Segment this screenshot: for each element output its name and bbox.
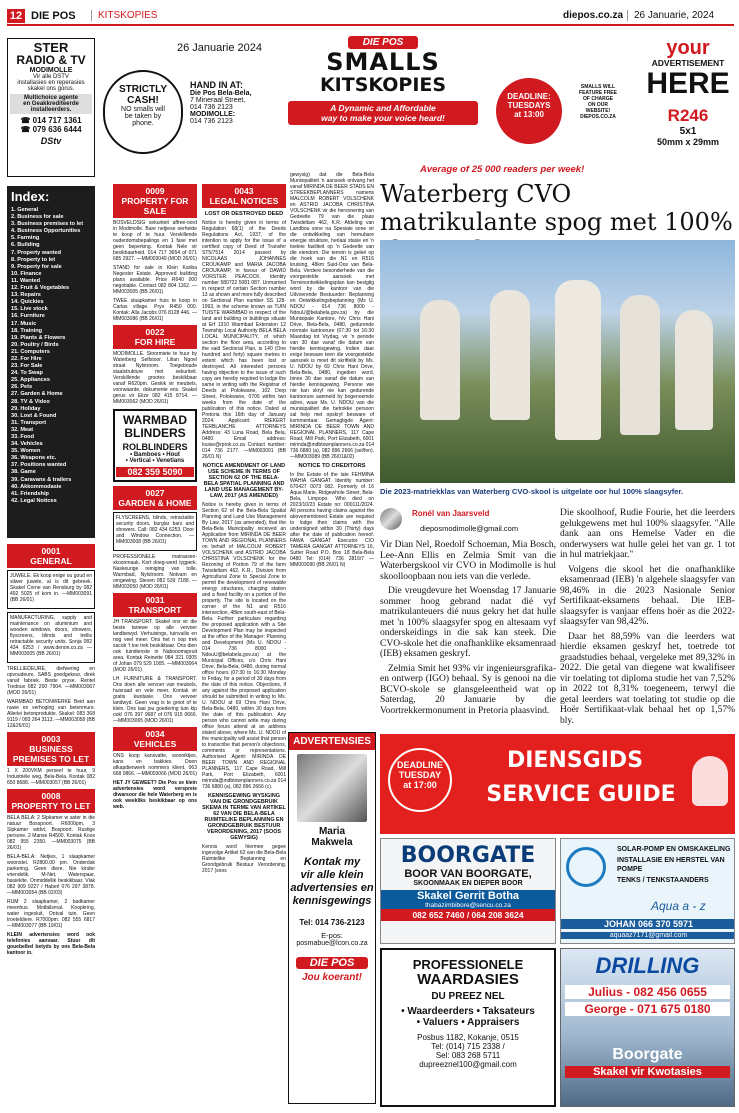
photo-caption: Die 2023-matriekklas van Waterberg CVO-skool is uitgelate oor hul 100% slaagsyfer. xyxy=(380,487,684,496)
advertensies-contact-box: ADVERTENSIES Maria Makwela Kontak my vir alle klein advertensies en kennisgewings Tel: 014 736-2123 E-pos: posmabue@lcon.co.za DIE POS Jou koerant! xyxy=(288,732,376,1104)
legal-col-1 xyxy=(202,182,286,1107)
index-item: 28. TV & Video xyxy=(11,398,50,405)
heading-garden-home: 0027 GARDEN & HOME xyxy=(113,486,197,510)
ad-manufacturing: MANUFACTURING, supply and maintenance on aluminium and wooden windows, doors, showers, flyscreens, blinds and trellis retractable security units. Sonja 082 434 6253 / www.denon.co.za —MM003005 (BB 26/01) xyxy=(10,615,92,657)
service-guide-title: SERVICE GUIDE xyxy=(486,782,676,807)
die-pos-logo: DIE POS xyxy=(348,36,418,49)
hand-in-box: HAND IN AT: Die Pos Bela-Bela, 7 Mineraal Street, 014 736 2123 MODIMOLLE: 014 736 2123 xyxy=(190,80,252,125)
site-url: diepos.co.za xyxy=(563,10,624,21)
kennisgewing-cont: gewysig) dat die Bela-Bela Munisipaliteit 'n aansoek ontvang het vanaf MIRINDA DE BEER STADS EN STREEKBEPLANNERS namens MALCOLM ROBERT VOLSCHENK en ASTRID JACOBA CHRISTINA VOLSCHENK vir die hersonering van Gedeelte 79 van die plaas Twisdeltam 462, K.R. Afdeling van Landbou sone na Spesiale sone vir die ontwikkeling van hernubare energie strukture, herlaai stasie en 'n toeleie fasiliteit op 'n Gedeelte van die eiendom. Die terrein is geleë op die hoek van die N1 en R516 kruising, 48km Suid-Oos van Bela-Bela. Verdere besonderhede van die voorgestelde aansoek met Terreinontwikkelingsplan kan besigtig word by die kantoor van die Uitvoerende Bestuurder: Beplanning en Ontwikkelingsbeplanning (Ms U. NDOU - 014 736 8000 - NdouU@belabela.gov.za) by die Munisipale Kantore, h/v Chris Hani Drive, Bela-Bela, 0480, gedurende normale kantoorure (07:30 tot 16:30 Maandag tot Vrydag, vir 'n periode van 30 dae vanaf die datum van hierdie kennisgewing. Indien daar enige besware teen die voorgestelde aansoek is moet dit skriftelik by Ms. U. NDOU by 69 Chris Hani Drive, Bela-Bela, 0480, ingedien word, binne 30 dae vanaf die datum van hierdie kennisgewing. Persone wie nie kan skryf nie kan gedurende kantoorure aanmeld by bogenoemde adres, waar Ms. U. NDOU van die munisipaliteit die betrokke persoon sal help met opskryf besware of kommentaar. Gemagtigde Agent: MIRINDA DE BEER TOWN AND REGIONAL PLANNERS, 117 Cape Road, Mill Park, Port Elizabeth, 6001 mirinda@mdbtownplanners.co.za 014 736 6880 (a), 082 896 2666 (sel/fon). —MM003089 (BB 26/01&02) xyxy=(290,172,374,460)
drilling-ad: DRILLING Julius - 082 456 0655 George - 071 675 0180 Boorgate Skakel vir Kwotasies xyxy=(560,948,735,1107)
heading-property-to-let: 0008 PROPERTY TO LET xyxy=(7,789,95,813)
index-list xyxy=(11,207,91,505)
boorgate-phone-1: 082 652 7460 xyxy=(412,910,465,920)
drilling-julius: Julius - 082 456 0655 xyxy=(565,985,730,999)
index-box xyxy=(7,186,95,538)
ster-title: STER xyxy=(33,40,69,55)
author-email: dieposmodimolle@gmail.com xyxy=(420,524,519,533)
ad-200vkm: 1 X 200VKM perseel te huur, 9 Industriële weg, Bela-Bela. Kontak 082 650 8688. —MM003057 (BB 26/01) xyxy=(7,768,95,786)
advertensies-heading: ADVERTENSIES xyxy=(289,733,375,750)
maria-email: posmabue@lcon.co.za xyxy=(296,940,368,947)
ster-phone-2: ☎ 079 636 6444 xyxy=(20,125,82,134)
ad-twee: TWEE slaapkamer huis te koop in Carlas village. Prys R450 000. Kontak: Alla Jacobs 076 8128 446. —MM003086 (BB 26/01) xyxy=(113,298,197,322)
amendment-title: NOTICE AMENDMENT OF LAND USE SCHEME IN TERMS OF SECTION 62 OF THE BELA-BELA SPATIAL PLANNING AND LAND USE MANAGEMENT BY-LAW, 2017 (AS AMENDED) xyxy=(202,463,286,499)
section-name: KITSKOPIES xyxy=(91,10,157,21)
index-item: 41. Friendship xyxy=(11,490,49,497)
paper-name: DIE POS xyxy=(31,10,76,22)
heading-transport: 0031 TRANSPORT xyxy=(113,593,197,617)
heading-legal-notices: 0043 LEGAL NOTICES xyxy=(202,184,286,208)
aqua-contact: JOHAN 066 370 5971 xyxy=(561,919,735,929)
boorgate-ad: BOORGATE BOOR VAN BOORGATE, SKOONMAAK EN DIEPER BOOR Skakel Gerrit Botha thabazimbibore@sencu.co.za 082 652 7460 / 064 208 3624 xyxy=(380,838,556,944)
index-item: 10. Finance xyxy=(11,270,42,277)
index-item: 20. Poultry / Birds xyxy=(11,341,59,348)
index-item: 23. For Sale xyxy=(11,363,43,370)
deadline-circle: DEADLINE: TUESDAYS at 13:00 xyxy=(496,78,562,144)
legal-col-2 xyxy=(290,172,374,727)
heading-vehicles: 0034 VEHICLES xyxy=(113,727,197,751)
index-item: 32. Meat xyxy=(11,426,34,433)
heading-property-for-sale: 0009 PROPERTY FOR SALE xyxy=(113,184,197,218)
smalls-logo-block xyxy=(288,36,478,146)
maria-photo xyxy=(297,754,367,822)
waardasies-email: dupreeznel100@gmail.com xyxy=(419,1060,517,1069)
scooter-icon xyxy=(692,756,728,806)
article-col-2: Die skoolhoof, Rudie Fourie, het die leerders gelukgewens met hul 100% slaagsyfer. "Alle dank aan ons Hemelse Vader en die onderwysers wat hulle gelei het van gr. 1 tot in hul matriekjaar." Volgens die skool het die onafhanklike eksamenraad (IEB) 'n algehele slaagsyfer van 98,46% in die 2023 Nasionale Senior Sertifikaat-eksamens behaal. Die IEB-slaagsyfer is vanjaar effens hoër as die 2022-slaagsyfer van 98,42%. Daar het 88,59% van die leerders wat hierdie eksamen geskryf het, toetrede tot graadstudies behaal, vergeleke met 89,32% in 2022. Die getal van diegene wat kwalifiseer vir toelating tot diploma studie het van 7,52% in 2022 tot 8,31% toegeneem, terwyl die getal leerders wat toelating tot studie op die Hoër Sertifikaat-vlak behaal het op 1,57% bly. xyxy=(560,508,735,726)
diensgids-banner xyxy=(380,734,735,834)
index-item: 22. For Hire xyxy=(11,355,42,362)
warmbad-blinders-ad: WARMBAD BLINDERS ROLBLINDERS • Bamboes • Hout • Vertical • Venetians 082 359 5090 xyxy=(113,409,197,482)
ad-juwele: JUWELE. Ek koop enige ou goud en silwer juwele, al is dit gebreek. Skakel Corne van Rensburg by 082 492 5025 of kom in. —MM003091 (BB 26/01) xyxy=(10,573,92,603)
smalls-title: SMALLS xyxy=(326,48,440,76)
ster-phone-1: ☎ 014 717 1361 xyxy=(20,116,82,125)
ad-bela-bela-2: BELA-BELA: Netjies, 1 slaapkamer woonstel. R2800.00 pm. Onderdak parkering. Geen diere. Nie kinder vriendelik. M-Net, Waterspaar, basiekite. Onmiddellik beskikbaar. Vlak 082 909 9227 / Haberl 076 297 3878. —MM003054 (BB 02/03) xyxy=(7,854,95,896)
index-item: 34. Vehicles xyxy=(11,441,43,448)
index-item: 8. Property to let xyxy=(11,256,56,263)
kennisgewing-body: Kennis word hiermee gegee ingevolge Artikel 62 van die Bela-Bela Ruimtelike Beplanning en Grondgebruik Bestuur Verordening, 2017 (soos xyxy=(202,844,286,874)
index-item: 5. Farming xyxy=(11,235,40,242)
aqua-az-ad: SOLAR-POMP EN OMSKAKELING INSTALLASIE EN HERSTEL VAN POMPE TENKS / TENKSTAANDERS Aqua a - z JOHAN 066 370 5971 aquaaz7171@gmail.com xyxy=(560,838,735,944)
index-title: Index: xyxy=(11,189,50,204)
index-item: 12. Fruit & Vegetables xyxy=(11,285,70,292)
ad-bela-bela-1: BELA BELA: 2 Slpkamer w aster in die natuur Bosspoort. R6000pm, 3 Slpkamer wtdvt, Bospoort. Rustige persone. 2 Manse R4500. Kontak Koos 082 955 2350. —MM003075 (BB 26/01) xyxy=(7,815,95,851)
index-item: 21. Computers xyxy=(11,348,50,355)
index-item: 1. General xyxy=(11,207,39,213)
index-item: 15. Live stock xyxy=(11,306,48,313)
index-item: 16. Furniture xyxy=(11,313,45,320)
index-item: 27. Garden & Home xyxy=(11,391,63,398)
heading-for-hire: 0022 FOR HIRE xyxy=(113,325,197,349)
index-item: 7. Property wanted xyxy=(11,249,62,256)
index-item: 11. Wanted xyxy=(11,277,41,284)
ster-radio-ad: STER RADIO & TV MODIMOLLE Vir alle DSTV installasies en reperasies skakel ons gorus. Multichoice agente en Geakkrediteerde installeerders. ☎ 014 717 1361 ☎ 079 636 6444 DStv xyxy=(7,38,95,177)
dynamic-banner: A Dynamic and Affordable way to make your voice heard! xyxy=(288,101,478,125)
ad-klein: KLEIN advertensies word ook telefonies aanvaar. Stuur dit gouebelbel betyds by ons Bela-Bela kantoor in. xyxy=(7,932,95,956)
index-item: 6. Building xyxy=(11,242,40,249)
diensgids-deadline: DEADLINE TUESDAY at 17:00 xyxy=(388,748,452,812)
kennisgewing-title: KENNISGEWING WYSIGING VAN DIE GRONDGEBRUIK SKEMA IN TERME VAN ARTIKEL 62 VAN DIE BELA-BELA RUIMTELIKE BEPLANNING EN GRONDGEBRUIK BESTUUR VERORDENING, 2017 (SOOS GEWYSIG) xyxy=(202,793,286,841)
ad-jh-transport: JH TRANSPORT. Skakel ons vir die beste tariewe op alle vervoer landbewyd. Verhuisings, tuinvuilis en nog veel meer. Ons het n oop trek sacob 't toe trek beskikbaar. Ons dien ook tuindienste in Nabooomspruit area. Kontak Reinette 084 321 0305 of Johan 079 529 1005. —MM003064 (MOD 26/01) xyxy=(113,619,197,673)
index-item: 35. Women xyxy=(11,448,41,455)
index-item: 13. Repairs xyxy=(11,292,41,299)
index-item: 26. Pets xyxy=(11,384,33,391)
ad-professionele: PROFESSIONELE matrassen-skoonmaak. Kort doeg-werd tygperk. Naskeurige reiniging van tolle. Warmbad, Nylstroom. Notvam en omgewing. Steven 082 539 7188. —MM003050 (MOD 26/01) xyxy=(113,554,197,590)
kitskopies-title: KITSKOPIES xyxy=(319,74,447,96)
readers-tagline: Average of 25 000 readers per week! xyxy=(420,164,585,175)
header-date: 26 Januarie, 2024 xyxy=(627,10,714,21)
index-item: 14. Quickies xyxy=(11,299,44,306)
waardasies-ad: PROFESSIONELE WAARDASIES DU PREEZ NEL • Waardeerders • Taksateurs • Valuers • Appraisers Posbus 1182, Kokanje, 0515 Tel: (014) 715 2338 / Sel: 083 268 5711 dupreeznel100@gmail.com xyxy=(380,948,556,1107)
die-pos-footer-logo: DIE POS xyxy=(296,957,368,969)
ad-bosveldsig: BOSVELDSIG sekuriteit affree-oord in Modimolle. Bare netjiese oerheide te koop of te huur. Verskillende ouderdomsbepalings en 1 fase met geen beperking. Kontak Nele vir besikbaarheid. 014 717 3654 of 071 685 2927. —MM003049 (MOD 26/01) xyxy=(113,220,197,262)
boorgate-phone-2: 064 208 3624 xyxy=(471,910,524,920)
index-item: 36. Weapons etc. xyxy=(11,455,57,462)
masthead-date: 26 Januarie 2024 xyxy=(177,42,263,54)
matric-class-photo xyxy=(380,240,735,483)
author-name: Ronél van Jaarsveld xyxy=(412,509,490,518)
maria-name: Maria Makwela xyxy=(311,826,353,848)
page-header xyxy=(7,8,734,26)
diensgids-title: DIENSGIDS xyxy=(506,748,644,773)
index-item: 38. Game xyxy=(11,469,36,476)
ad-rum: RUM 2 slaapkamer, 2 badkamer meenhus. Motfallsmal. Koopkring, water ingesluit, Ontval tuin. Geen troeteldiere. R7000pm. 082 555 6817 —MM003077 (BB 19/01) xyxy=(7,899,95,929)
lost-deed-title: LOST OR DESTROYED DEED xyxy=(204,211,284,217)
ad-ons-koop: ONS koop kansvatte, wooniktjes, kans en bakkies. Doen afkapdienwerk nommers klient. 063 668 0866. —MM003066 (MOD 26/01) xyxy=(113,753,197,777)
tap-icon xyxy=(566,847,606,887)
index-item: 42. Legal Notices xyxy=(11,497,57,504)
ad-warmbad-betonwerke: WARMBAD BETONWERKE Beid aan nuwe en verhoging van betonmure. Allerlei betonprodukte. Skakel: 083 368 9119 / 083 264 3113. —MM003058 (BB 12&26/01) xyxy=(7,699,95,729)
index-item: 2. Business for sale xyxy=(11,214,64,221)
article-headline: Waterberg CVO matrikulante spog met 100% xyxy=(380,180,733,236)
article-col-1: Vir Dian Nel, Roedolf Schoeman, Mia Bosch, Lee-Ann Ellis en Zelmia Smit van die Waterbergskool vir CVO in Modimolle is hul skoolloopbaan nou iets van die verlede. Die vreugdevure het Woensdag 17 Januarie sommer hoog gebrand nadat dié vyf matrikulanteuers dié nuus gekry het dat hulle met 'n 100% slaagsyfer spog en altesaam vyf onderskeidings in die sak kan steek. Die CVO-skole het die onafhanklike eksamenraad (IEB) eksamen geskryf. Zelmia Smit het 93% vir ingenieursgrafika- en ontwerp (IGO) behaal. Sy is genooi na die BCVO-skole se glansgeleentheid wat op Saterdag, 20 Januarie by die Voortrekkermonument in Pretoria plaasvind. xyxy=(380,540,556,716)
ad-price: R246 xyxy=(667,106,709,125)
creditors-body: In the Estate of the late FEHMINA WAHIA GANGAT Identity number: 670427 0073 082. Formerly of 16 Aqua Marie, Ridgewhole Street, Bela-Bela, Limpopo. Who died on 2023/10/23 Estate no: 000111/2024. All persons having claims against the abovementioned Estate are required to lodge their claims with the undersigned within 30 (Thirty) days after the date of publication hereof. FAWA GANGAT Executor. C/O TAMERA GANGAT ATTORNEYS 16, Sutter Road P.O. Box 18 Bela-Bela 0480 Tel: (014) 736 2816/7 —MM003090 (BB 26/01 N) xyxy=(290,472,374,568)
index-item: 18. Training xyxy=(11,327,43,334)
drilling-george: George - 071 675 0180 xyxy=(565,1002,730,1016)
index-item: 9. Property for sale xyxy=(11,263,62,270)
maria-tel: Tel: 014 736-2123 xyxy=(299,918,365,927)
ad-flyscreens: FLYSCREENS, blinds, retractable security doors, burglar bars and showers. Call: 082 434 6253. Door and Window Connection. —MM003008 (BB 26/01) xyxy=(116,515,194,545)
author-avatar xyxy=(380,508,402,530)
ad-het-jy-geweet: HET JY GEWEET? Die Pos se klein advertensies word verspreie diwarsoor die hele Waterberg en is ook weekliks beskikbaar op ons web. xyxy=(113,780,197,810)
index-item: 37. Positions wanted xyxy=(11,462,67,469)
aqua-email: aquaaz7171@gmail.com xyxy=(561,932,735,939)
index-item: 40. Akkommodasie xyxy=(11,483,62,490)
index-item: 30. Lost & Found xyxy=(11,412,57,419)
index-item: 3. Business premises to let xyxy=(11,221,84,228)
ad-here-box: your ADVERTISEMENT HERE R246 5x1 50mm x 29mm xyxy=(642,38,734,170)
index-item: 33. Food xyxy=(11,434,34,440)
ad-trelliedeure: TRELLIEDEURE, diefwering en opvoudeure. SABS goedgekeur, direk vanaf fabriek. Beste pryse. Rentel Tredoux 082 200 7904. —MM003067 (MOD 26/01) xyxy=(7,666,95,696)
index-item: 17. Music xyxy=(11,320,37,327)
lost-deed-body: Notice is hereby given in terms of Regulation 68(1) of the Deeds Regulations Act, 1937, of the intention to apply for the issue of a certified copy of Deed of Transfer ST5/7514 2014 passed by NICOLAAS JOHANNES CROUKAMP and MARIA JACOBA CROUKAMP, in favour of DAWID VORSTER PEACOCK. Identity number 580722 5081 087. Unmarried in respect of certain Section number 13 as shown and more fully described on Sectional Plan number SS 128-1993, in the scheme known as TUIN TUISTE WARMBAD in respect of the land and building or buildings situate at Erf 1310 Warmbad Extension 12 Township Local Authority BELA BELA LOCAL MUNICIPALITY, of which section the floor area, according to the said Sectional Plan, is 140 (One hundred and forty) square metres in extent which has been lost or destroyed. All interested persons having objection to the issue of such copy are hereby required to lodge the same in writing with the Registrar of Deeds at Polokwane, 102 Dorp Street, Polokwane, 0700 within two weeks from the date of the publication of this notice. Dated at Pretoria this 16th day of January 2024. Applicant: RIEKERT TERBLANCHE ATTORNEYS Address: 43 Luna Road, Bela Bela, 0480 Email address: louise@rprok.co.za Contact number: 014 736 2177. —MM003091 (BB 26/01 N) xyxy=(202,220,286,460)
index-item: 24. To Swap xyxy=(11,370,43,377)
aqua-brand: Aqua a - z xyxy=(651,899,706,913)
index-item: 29. Holiday xyxy=(11,405,41,412)
index-item: 31. Transport xyxy=(11,419,47,426)
classifieds-col-1 xyxy=(7,542,95,1107)
heading-general: 0001 GENERAL xyxy=(7,544,95,568)
website-free-note: SMALLS WILL FEATURE FREE OF CHARGE ON OUR WEBSITE! DIEPOS.CO.ZA xyxy=(579,84,617,120)
creditors-title: NOTICE TO CREDITORS xyxy=(298,463,366,469)
ad-lh-furniture: LH FURNITURE & TRANSPORT. Ons doen alle vervoer van meubels, huisraad en vele meer. Kontak vir gratis kwotasie. Ons vervoer landwyd. Geen vrag is te groot of te klein. Ons laai jou goedering tuin klp ook! 076 397 9687 of 076 915 0666. —MM003065 (MOD 26/01) xyxy=(113,676,197,724)
index-item: 4. Business Opportunities xyxy=(11,228,81,235)
index-item: 39. Caravans & trailers xyxy=(11,476,72,483)
ad-stand: STAND for sale in Klein Kariba Negester Estate. Approved building plans available. Price R640 000 negotiable. Contact 082 804 1162. —MM003005 (BB 26/01) xyxy=(113,265,197,295)
dstv-logo-icon: DStv xyxy=(40,136,62,146)
classifieds-col-2 xyxy=(113,182,197,1107)
index-item: 25. Appliances xyxy=(11,377,50,384)
amendment-body: Notice is hereby given in terms of Section 62 of the Bela-Bela Spatial Planning and Land Use Management By Law, 2017 (as amended), that the Bela-Bela Municipality received an Application from MIRINDA DE BEER TOWN AND REGIONAL PLANNERS on behalf of MALCOLM ROBERT VOLSCHENK and ASTRID JACOBA CHRISTINA VOLSCHENK for the Rezoning of Portion 79 of the farm Twisdeltam 462, K.R., Division from Agricultural Zone to Special Zone to permit the development of renewable energy structures, charging station and a fixed facility on a portion of the property. The site is located on the corner of the N1 and R516 intersection, 48km south-east of Bela-Bela. Further particulars regarding the proposed application with a Site Development Plan may be inspected at the office of the Manager: Planning and Development (Ms U. NDOU - 014 736 8000 - NdouU@belabela.gov.za) at the Municipal Offices, c/o Chris Hani Drive, Bela-Bela, 0480, during normal office hours (07:30 to 16:30 Monday to Friday, for a period of 30 days from the date of this notice. Objections, if any against the proposed application should be submitted in writing to Ms. U. NDOU at 69 Chris Hani Drive, Bela-Bela, 0480, within 30 days from the date of this publication. Any person who cannot write may during office hours attend at an address stated above, where Ms. U. NDOU of the municipality will assist that person to transcribe that person's objections, comments or representations. Authorised Agent: MIRINDA DE BEER TOWN AND REGIONAL PLANNERS, 117 Cape Road, Mill Park, Port Elizabeth, 6001 mirinda@mdbtownplanners.co.za 014 736 6880 (a), 082 896 2666 (c). xyxy=(202,502,286,790)
heading-business-premises: 0003 BUSINESS PREMISES TO LET xyxy=(7,732,95,766)
strictly-cash-box: STRICTLY CASH! NO smalls will be taken by phone. xyxy=(103,70,183,154)
page-number: 12 xyxy=(7,9,25,23)
index-item: 19. Plants & Flowers xyxy=(11,334,66,341)
ad-modimolle-stoor: MODIMOLLE. Stoormiete te huur by Waterberg Selfstoor. Lilian Ngoel straat Nylstroom. Toegeboude staalstrukture met sekuriteit. Verskillende grootes beskikbaar vanaf R620pm. Geskik vir meubels, voorwaarde, dokumente ens. Skakel gerus vir Elize 082 415 8714. —MM003062 (MOD 26/01) xyxy=(113,351,197,405)
